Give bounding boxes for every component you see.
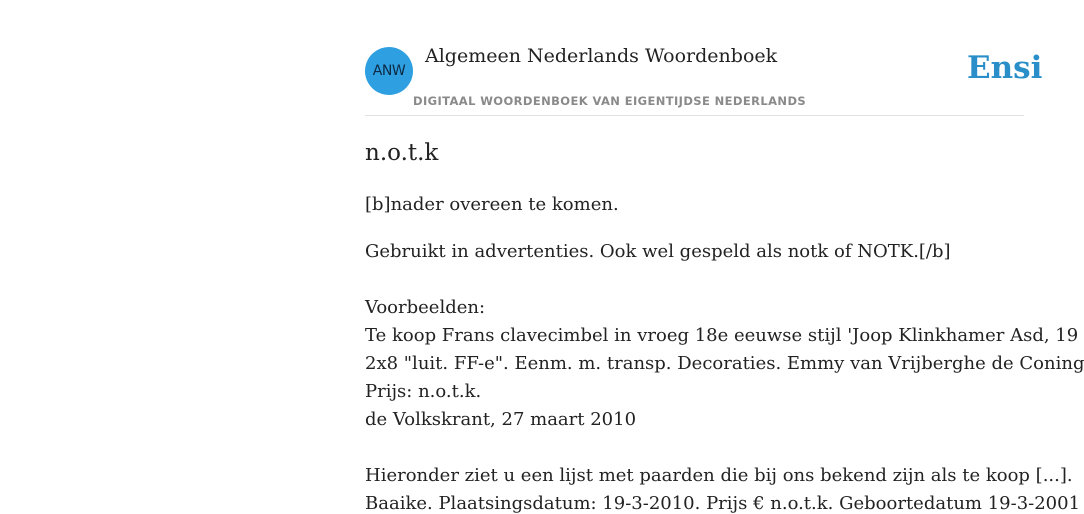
header-divider: [365, 115, 1024, 116]
site-title[interactable]: Algemeen Nederlands Woordenboek: [425, 45, 778, 67]
site-subtitle: DIGITAAL WOORDENBOEK VAN EIGENTIJDSE NEDERLANDS: [413, 94, 807, 108]
example-line: Te koop Frans clavecimbel in vroeg 18e eeuwse stijl 'Joop Klinkhamer Asd, 19: [365, 325, 1079, 346]
anw-logo[interactable]: [365, 47, 413, 95]
entry-usage-note: Gebruikt in advertenties. Ook wel gespeld als notk of NOTK.[/b]: [365, 241, 951, 262]
example-line: Hieronder ziet u een lijst met paarden die bij ons bekend zijn als te koop [...].: [365, 465, 1073, 486]
entry-title: n.o.t.k: [365, 140, 439, 166]
example-source: de Volkskrant, 27 maart 2010: [365, 409, 637, 430]
brand-link[interactable]: Ensi: [967, 50, 1043, 86]
examples-label: Voorbeelden:: [365, 297, 486, 318]
logo-text: ANW: [372, 63, 406, 79]
example-line: Baaike. Plaatsingsdatum: 19-3-2010. Prijs € n.o.t.k. Geboortedatum 19-3-2001: [365, 493, 1081, 514]
example-line: Prijs: n.o.t.k.: [365, 381, 482, 402]
example-line: 2x8 "luit. FF-e". Eenm. m. transp. Decoraties. Emmy van Vrijberghe de Coning: [365, 353, 1084, 374]
entry-definition: [b]nader overeen te komen.: [365, 194, 619, 215]
